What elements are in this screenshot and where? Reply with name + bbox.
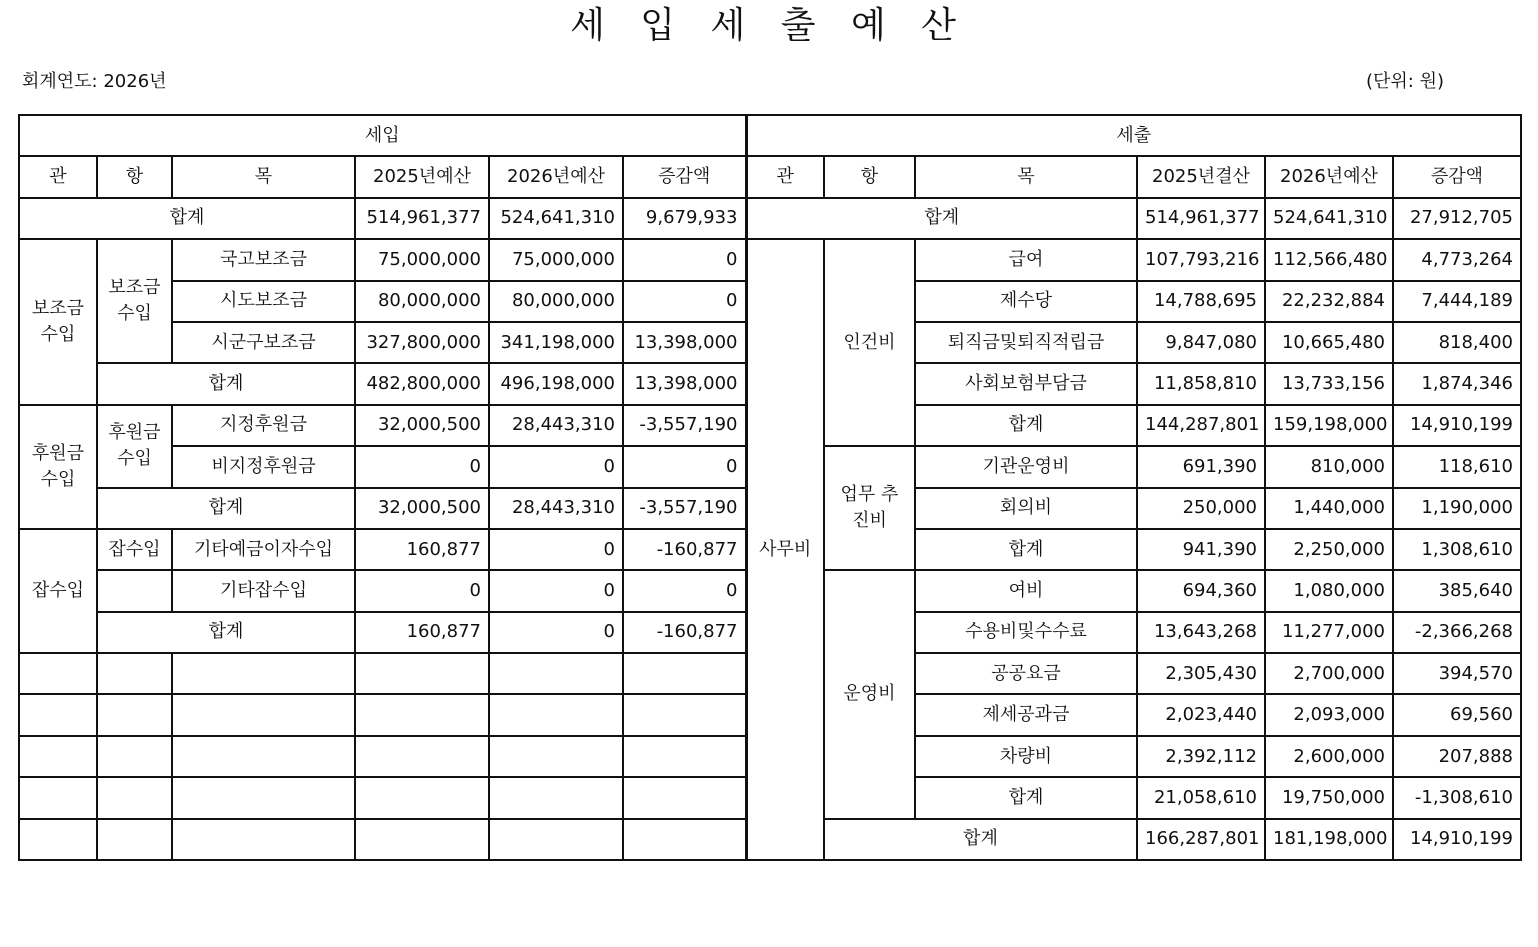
amount-cell: 118,610 [1393, 446, 1521, 487]
empty-cell [623, 736, 746, 777]
gwan-cell: 후원금 수입 [19, 405, 97, 529]
col-header: 관 [746, 156, 824, 197]
fiscal-year-label: 회계연도: 2026년 [22, 71, 167, 92]
empty-cell [97, 736, 172, 777]
amount-cell: 11,858,810 [1137, 363, 1265, 404]
amount-cell: 28,443,310 [489, 405, 623, 446]
budget-table [18, 114, 1522, 861]
col-header: 증감액 [1393, 156, 1521, 197]
expenditure-header: 세출 [746, 115, 1521, 156]
amount-cell: 1,190,000 [1393, 488, 1521, 529]
amount-cell: 2,250,000 [1265, 529, 1393, 570]
gwan-cell: 사무비 [746, 239, 824, 860]
amount-cell: 69,560 [1393, 694, 1521, 735]
amount-cell: 11,277,000 [1265, 612, 1393, 653]
col-header: 목 [915, 156, 1137, 197]
amount-cell: 166,287,801 [1137, 819, 1265, 860]
mok-cell: 제수당 [915, 281, 1137, 322]
empty-cell [97, 819, 172, 860]
empty-cell [172, 819, 355, 860]
empty-cell [623, 777, 746, 818]
empty-cell [355, 819, 489, 860]
amount-cell: 1,874,346 [1393, 363, 1521, 404]
empty-cell [489, 694, 623, 735]
amount-cell: 14,910,199 [1393, 405, 1521, 446]
empty-cell [97, 570, 172, 611]
mok-cell: 제세공과금 [915, 694, 1137, 735]
table-row [19, 115, 1521, 156]
hang-cell: 보조금 수입 [97, 239, 172, 363]
amount-cell: 0 [355, 446, 489, 487]
col-header: 항 [97, 156, 172, 197]
mok-cell: 기관운영비 [915, 446, 1137, 487]
amount-cell: 2,600,000 [1265, 736, 1393, 777]
col-header: 2026년예산 [1265, 156, 1393, 197]
mok-cell: 합계 [915, 529, 1137, 570]
subtotal-label: 합계 [97, 363, 355, 404]
amount-cell: 2,392,112 [1137, 736, 1265, 777]
empty-cell [97, 777, 172, 818]
col-header: 2026년예산 [489, 156, 623, 197]
amount-cell: 10,665,480 [1265, 322, 1393, 363]
revenue-header: 세입 [19, 115, 746, 156]
amount-cell: 7,444,189 [1393, 281, 1521, 322]
amount-cell: 810,000 [1265, 446, 1393, 487]
col-header: 목 [172, 156, 355, 197]
amount-cell: 0 [489, 612, 623, 653]
table-row [19, 239, 1521, 280]
amount-cell: 75,000,000 [489, 239, 623, 280]
amount-cell: 28,443,310 [489, 488, 623, 529]
amount-cell: 14,910,199 [1393, 819, 1521, 860]
amount-cell: 75,000,000 [355, 239, 489, 280]
amount-cell: 0 [623, 570, 746, 611]
subtotal-label: 합계 [97, 612, 355, 653]
mok-cell: 합계 [915, 405, 1137, 446]
amount-cell: 13,643,268 [1137, 612, 1265, 653]
mok-cell: 차량비 [915, 736, 1137, 777]
amount-cell: 2,023,440 [1137, 694, 1265, 735]
gwan-cell: 보조금 수입 [19, 239, 97, 405]
mok-cell: 지정후원금 [172, 405, 355, 446]
amount-cell: 112,566,480 [1265, 239, 1393, 280]
col-header: 증감액 [623, 156, 746, 197]
hang-cell: 후원금 수입 [97, 405, 172, 488]
mok-cell: 시도보조금 [172, 281, 355, 322]
amount-cell: 341,198,000 [489, 322, 623, 363]
empty-cell [19, 653, 97, 694]
amount-cell: 9,679,933 [623, 198, 746, 239]
amount-cell: 691,390 [1137, 446, 1265, 487]
amount-cell: 514,961,377 [355, 198, 489, 239]
amount-cell: 327,800,000 [355, 322, 489, 363]
mok-cell: 기타잡수입 [172, 570, 355, 611]
amount-cell: 144,287,801 [1137, 405, 1265, 446]
amount-cell: 27,912,705 [1393, 198, 1521, 239]
amount-cell: 0 [623, 281, 746, 322]
amount-cell: 13,733,156 [1265, 363, 1393, 404]
mok-cell: 기타예금이자수입 [172, 529, 355, 570]
table-row [19, 198, 1521, 239]
empty-cell [623, 694, 746, 735]
amount-cell: 19,750,000 [1265, 777, 1393, 818]
mok-cell: 급여 [915, 239, 1137, 280]
amount-cell: 0 [623, 446, 746, 487]
mok-cell: 공공요금 [915, 653, 1137, 694]
amount-cell: 160,877 [355, 529, 489, 570]
amount-cell: 0 [489, 446, 623, 487]
mok-cell: 수용비및수수료 [915, 612, 1137, 653]
amount-cell: -3,557,190 [623, 488, 746, 529]
amount-cell: 1,440,000 [1265, 488, 1393, 529]
hang-cell: 운영비 [824, 570, 915, 818]
amount-cell: 107,793,216 [1137, 239, 1265, 280]
amount-cell: 80,000,000 [355, 281, 489, 322]
mok-cell: 합계 [915, 777, 1137, 818]
empty-cell [172, 694, 355, 735]
amount-cell: -2,366,268 [1393, 612, 1521, 653]
empty-cell [355, 736, 489, 777]
amount-cell: 2,700,000 [1265, 653, 1393, 694]
mok-cell: 비지정후원금 [172, 446, 355, 487]
amount-cell: 524,641,310 [489, 198, 623, 239]
empty-cell [97, 694, 172, 735]
amount-cell: 2,093,000 [1265, 694, 1393, 735]
empty-cell [19, 694, 97, 735]
empty-cell [355, 653, 489, 694]
amount-cell: 482,800,000 [355, 363, 489, 404]
empty-cell [172, 653, 355, 694]
amount-cell: 514,961,377 [1137, 198, 1265, 239]
mok-cell: 사회보험부담금 [915, 363, 1137, 404]
amount-cell: 181,198,000 [1265, 819, 1393, 860]
total-label: 합계 [746, 198, 1137, 239]
amount-cell: 1,080,000 [1265, 570, 1393, 611]
col-header: 관 [19, 156, 97, 197]
amount-cell: 0 [489, 570, 623, 611]
amount-cell: -160,877 [623, 529, 746, 570]
empty-cell [97, 653, 172, 694]
amount-cell: 0 [489, 529, 623, 570]
col-header: 항 [824, 156, 915, 197]
empty-cell [172, 777, 355, 818]
subtotal-label: 합계 [824, 819, 1137, 860]
empty-cell [172, 736, 355, 777]
empty-cell [489, 819, 623, 860]
amount-cell: -1,308,610 [1393, 777, 1521, 818]
amount-cell: 13,398,000 [623, 322, 746, 363]
subtotal-label: 합계 [97, 488, 355, 529]
amount-cell: 385,640 [1393, 570, 1521, 611]
col-header: 2025년예산 [355, 156, 489, 197]
amount-cell: 14,788,695 [1137, 281, 1265, 322]
amount-cell: 0 [623, 239, 746, 280]
amount-cell: 694,360 [1137, 570, 1265, 611]
unit-label: (단위: 원) [1366, 71, 1444, 92]
empty-cell [489, 736, 623, 777]
mok-cell: 국고보조금 [172, 239, 355, 280]
mok-cell: 여비 [915, 570, 1137, 611]
mok-cell: 회의비 [915, 488, 1137, 529]
empty-cell [19, 777, 97, 818]
amount-cell: -160,877 [623, 612, 746, 653]
amount-cell: 818,400 [1393, 322, 1521, 363]
amount-cell: 1,308,610 [1393, 529, 1521, 570]
empty-cell [489, 777, 623, 818]
amount-cell: 394,570 [1393, 653, 1521, 694]
amount-cell: -3,557,190 [623, 405, 746, 446]
mok-cell: 퇴직금및퇴직적립금 [915, 322, 1137, 363]
hang-cell: 인건비 [824, 239, 915, 446]
page-title: 세 입 세 출 예 산 [570, 5, 968, 46]
amount-cell: 524,641,310 [1265, 198, 1393, 239]
amount-cell: 159,198,000 [1265, 405, 1393, 446]
amount-cell: 250,000 [1137, 488, 1265, 529]
amount-cell: 21,058,610 [1137, 777, 1265, 818]
hang-cell: 잡수입 [97, 529, 172, 570]
amount-cell: 4,773,264 [1393, 239, 1521, 280]
empty-cell [355, 694, 489, 735]
empty-cell [19, 736, 97, 777]
col-header: 2025년결산 [1137, 156, 1265, 197]
empty-cell [355, 777, 489, 818]
mok-cell: 시군구보조금 [172, 322, 355, 363]
amount-cell: 0 [355, 570, 489, 611]
amount-cell: 2,305,430 [1137, 653, 1265, 694]
hang-cell: 업무 추진비 [824, 446, 915, 570]
total-label: 합계 [19, 198, 355, 239]
amount-cell: 941,390 [1137, 529, 1265, 570]
amount-cell: 496,198,000 [489, 363, 623, 404]
gwan-cell: 잡수입 [19, 529, 97, 653]
empty-cell [623, 653, 746, 694]
amount-cell: 32,000,500 [355, 405, 489, 446]
empty-cell [489, 653, 623, 694]
amount-cell: 22,232,884 [1265, 281, 1393, 322]
empty-cell [623, 819, 746, 860]
amount-cell: 32,000,500 [355, 488, 489, 529]
amount-cell: 80,000,000 [489, 281, 623, 322]
empty-cell [19, 819, 97, 860]
amount-cell: 9,847,080 [1137, 322, 1265, 363]
amount-cell: 160,877 [355, 612, 489, 653]
amount-cell: 13,398,000 [623, 363, 746, 404]
table-row [19, 156, 1521, 197]
amount-cell: 207,888 [1393, 736, 1521, 777]
